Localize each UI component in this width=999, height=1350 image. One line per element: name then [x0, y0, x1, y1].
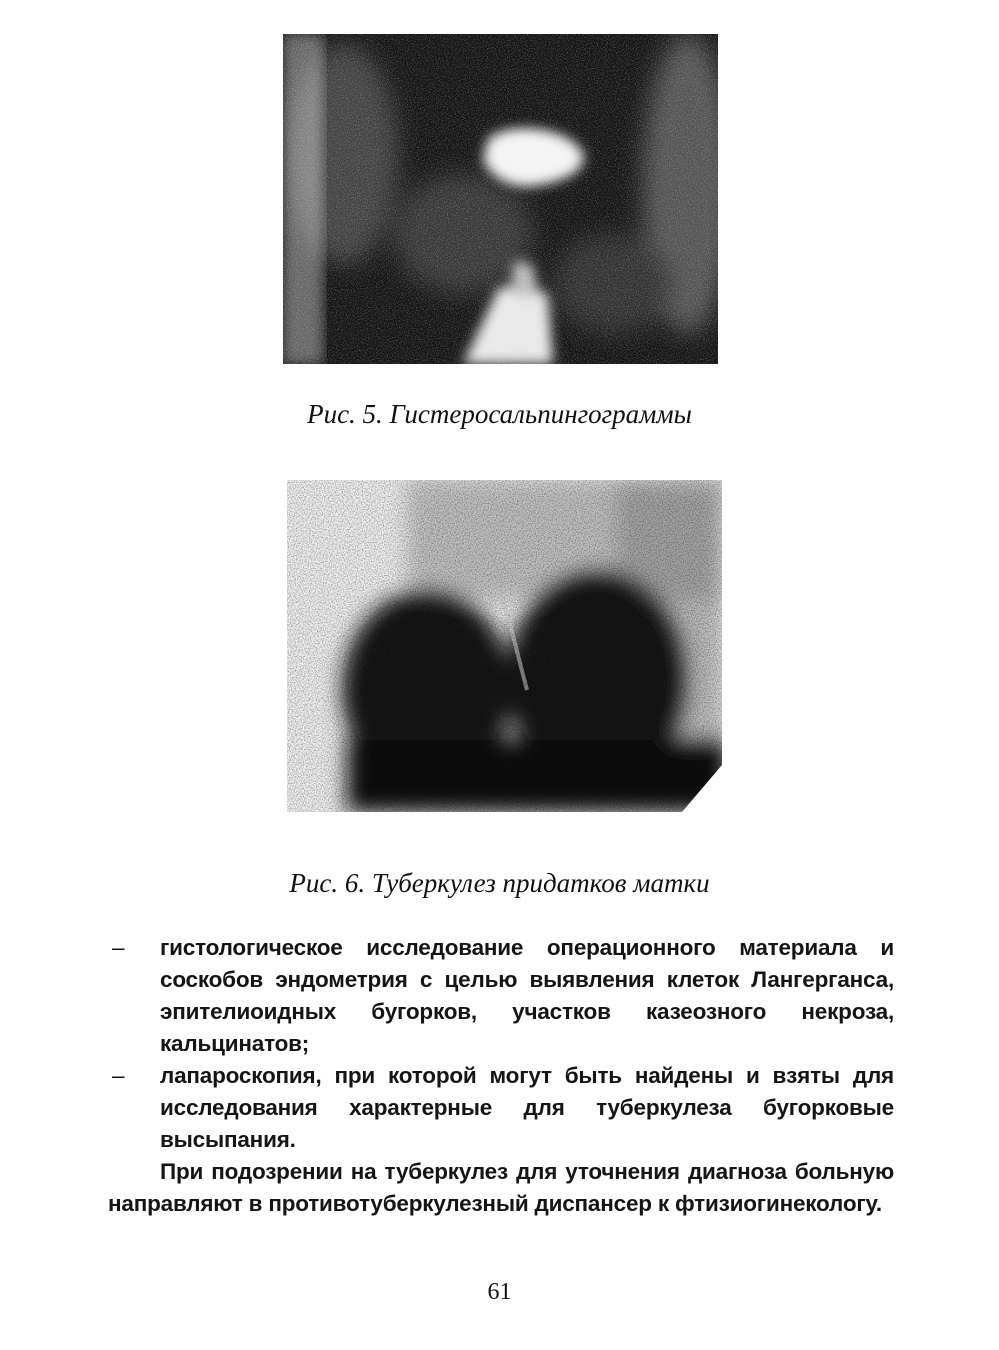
adnexal-tuberculosis-image: [287, 480, 722, 812]
list-item: [108, 932, 894, 1060]
paragraph: При подозрении на туберкулез для уточнения диагноза больную направляют в противотуберкулезный диспансер к фтизиогинекологу.: [108, 1159, 894, 1216]
figure-6-caption: Рис. 6. Туберкулез придатков матки: [289, 868, 710, 898]
body-text: [108, 932, 894, 1220]
figure-5-caption: Рис. 5. Гистеросальпингограммы: [307, 399, 692, 429]
list-marker: –: [112, 935, 125, 960]
list-item-text: гистологическое исследование операционного материала и соскобов эндометрия с целью выявления клеток Лангерганса, эпителиоидных бугорков, участков казеозного некроза, кальцинатов;: [160, 935, 894, 1056]
list-item: [108, 1060, 894, 1156]
page-number: 61: [487, 1279, 512, 1305]
list-item-text: лапароскопия, при которой могут быть найдены и взяты для исследования характерные для туберкулеза бугорковые высыпания.: [160, 1063, 894, 1152]
list-marker: –: [112, 1063, 125, 1088]
hysterosalpingogram-image: [283, 34, 718, 364]
